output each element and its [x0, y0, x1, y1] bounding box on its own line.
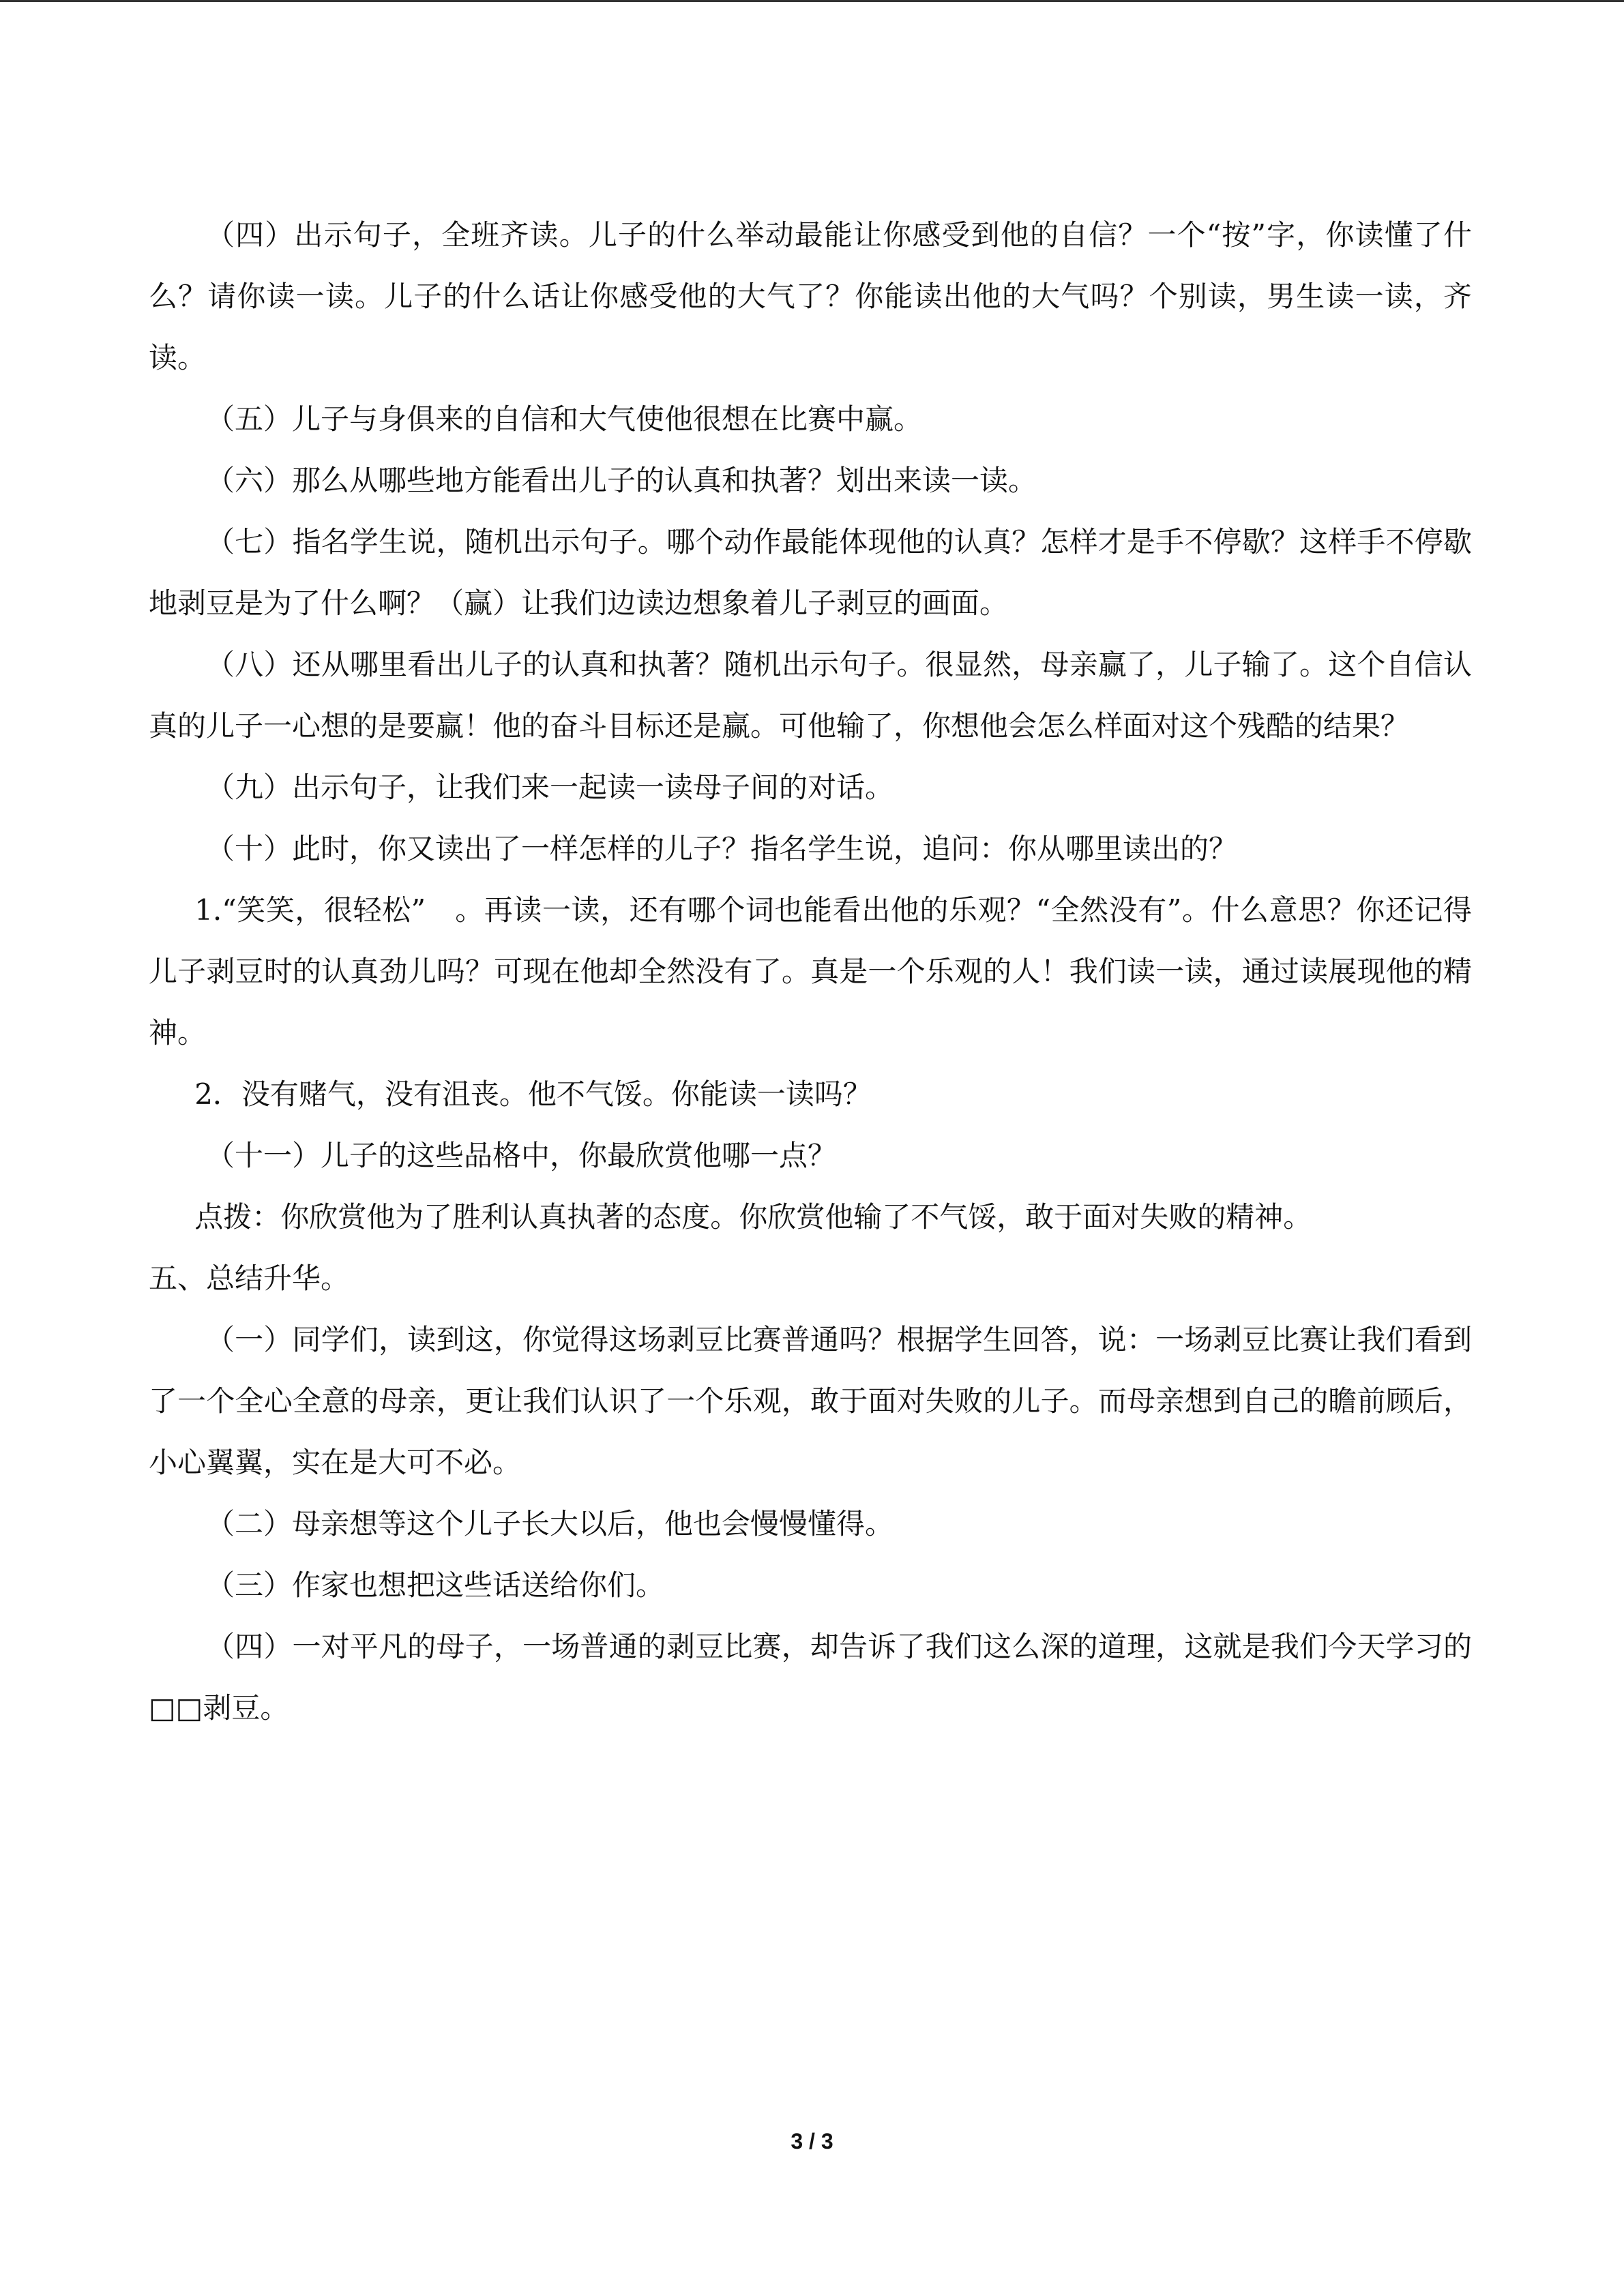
- paragraph: （十一）儿子的这些品格中，你最欣赏他哪一点？: [206, 1139, 837, 1172]
- section-heading: 五、总结升华。: [149, 1262, 350, 1295]
- paragraph: （一）同学们，读到这，你觉得这场剥豆比赛普通吗？根据学生回答，说：一场剥豆比赛让我们看到了一个全心全意的母亲，更让我们认识了一个乐观，敢于面对失败的儿子。而母亲想到自己的瞻前顾后，小心翼翼，实在是大可不必。: [149, 1323, 1472, 1479]
- paragraph: （八）还从哪里看出儿子的认真和执著？随机出示句子。很显然，母亲赢了，儿子输了。这个自信认真的儿子一心想的是要赢！他的奋斗目标还是赢。可他输了，你想他会怎么样面对这个残酷的结果？: [149, 648, 1472, 743]
- paragraph: （十）此时，你又读出了一样怎样的儿子？指名学生说，追问：你从哪里读出的？: [206, 832, 1238, 865]
- document-body: [149, 205, 1472, 1739]
- paragraph: （四）一对平凡的母子，一场普通的剥豆比赛，却告诉了我们这么深的道理，这就是我们今天学习的□□剥豆。: [149, 1630, 1472, 1725]
- paragraph: （五）儿子与身俱来的自信和大气使他很想在比赛中赢。: [206, 402, 923, 436]
- numbered-item-2: 2．没有赌气，没有沮丧。他不气馁。你能读一读吗？: [194, 1077, 872, 1111]
- page-number: 3 / 3: [791, 2129, 833, 2153]
- hint-paragraph: 点拨：你欣赏他为了胜利认真执著的态度。你欣赏他输了不气馁，敢于面对失败的精神。: [194, 1200, 1312, 1234]
- numbered-item-1: 1.“笑笑，很轻松” 。再读一读，还有哪个词也能看出他的乐观？“全然没有”。什么意思？你还记得儿子剥豆时的认真劲儿吗？可现在他却全然没有了。真是一个乐观的人！我们读一读，通过读展现他的精神。: [149, 893, 1472, 1049]
- paragraph: （二）母亲想等这个儿子长大以后，他也会慢慢懂得。: [206, 1507, 894, 1540]
- paragraph: （三）作家也想把这些话送给你们。: [206, 1568, 665, 1602]
- paragraph: （六）那么从哪些地方能看出儿子的认真和执著？划出来读一读。: [206, 464, 1037, 497]
- paragraph: （四）出示句子，全班齐读。儿子的什么举动最能让你感受到他的自信？一个“按”字，你读懂了什么？请你读一读。儿子的什么话让你感受他的大气了？你能读出他的大气吗？个别读，男生读一读，齐读。: [149, 218, 1472, 374]
- top-border: [0, 0, 1624, 2]
- paragraph: （九）出示句子，让我们来一起读一读母子间的对话。: [206, 771, 894, 804]
- paragraph: （七）指名学生说，随机出示句子。哪个动作最能体现他的认真？怎样才是手不停歇？这样手不停歇地剥豆是为了什么啊？（赢）让我们边读边想象着儿子剥豆的画面。: [149, 525, 1472, 620]
